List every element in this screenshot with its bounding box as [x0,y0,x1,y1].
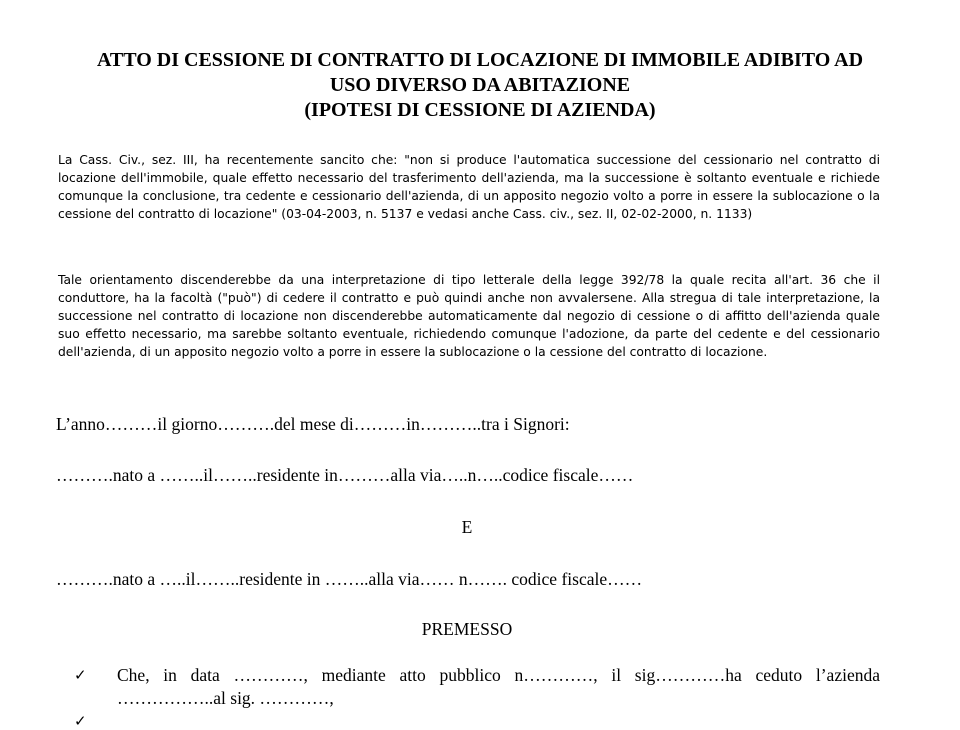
second-party-details-line: ……….nato a …..il……..residente in ……..alla via…… n……. codice fiscale…… [56,569,643,589]
checkmark-icon: ✓ [74,666,87,684]
premesso-heading: PREMESSO [421,619,513,639]
document-title-line-2: USO DIVERSO DA ABITAZIONE [329,74,631,96]
checkmark-icon: ✓ [74,712,87,730]
party-conjunction: E [461,517,473,537]
premise-text: Che, in data …………, mediante atto pubblico n…………, il sig…………ha ceduto l’azienda ……………..al sig. …………, [117,665,880,708]
first-party-details-line: ……….nato a ……..il……..residente in………alla via…..n…..codice fiscale…… [56,465,634,485]
jurisprudence-paragraph: La Cass. Civ., sez. III, ha recentemente sancito che: "non si produce l'automatica successione del cessionario nel contratto di locazione dell'immobile, quale effetto necessario del trasferimento dell'azienda, ma la successione è soltanto eventuale e richiede comunque la conclusione, tra cedente e cessionario dell'azienda, di un apposito negozio volto a porre in essere la sublocazione o la cessione del contratto di locazione" (03-04-2003, n. 5137 e vedasi anche Cass. civ., sez. II, 02-02-2000, n. 1133) [58,153,880,221]
document-title-line-1: ATTO DI CESSIONE DI CONTRATTO DI LOCAZIONE DI IMMOBILE ADIBITO AD [96,49,864,71]
contract-date-line: L’anno………il giorno……….del mese di………in………..tra i Signori: [56,414,570,434]
interpretation-paragraph: Tale orientamento discenderebbe da una interpretazione di tipo letterale della legge 392/78 la quale recita all'art. 36 che il conduttore, ha la facoltà ("può") di cedere il contratto e può quindi anche non avvalersene. Alla stregua di tale interpretazione, la successione nel contratto di locazione non discenderebbe automaticamente dal negozio di cessione o di affitto dell'azienda quale suo effetto necessario, ma sarebbe soltanto eventuale, richiedendo comunque l'adozione, da parte del cedente e del cessionario dell'azienda, di un apposito negozio volto a porre in essere la sublocazione o la cessione del contratto di locazione. [58,273,880,359]
document-title-line-3: (IPOTESI DI CESSIONE DI AZIENDA) [304,99,656,121]
